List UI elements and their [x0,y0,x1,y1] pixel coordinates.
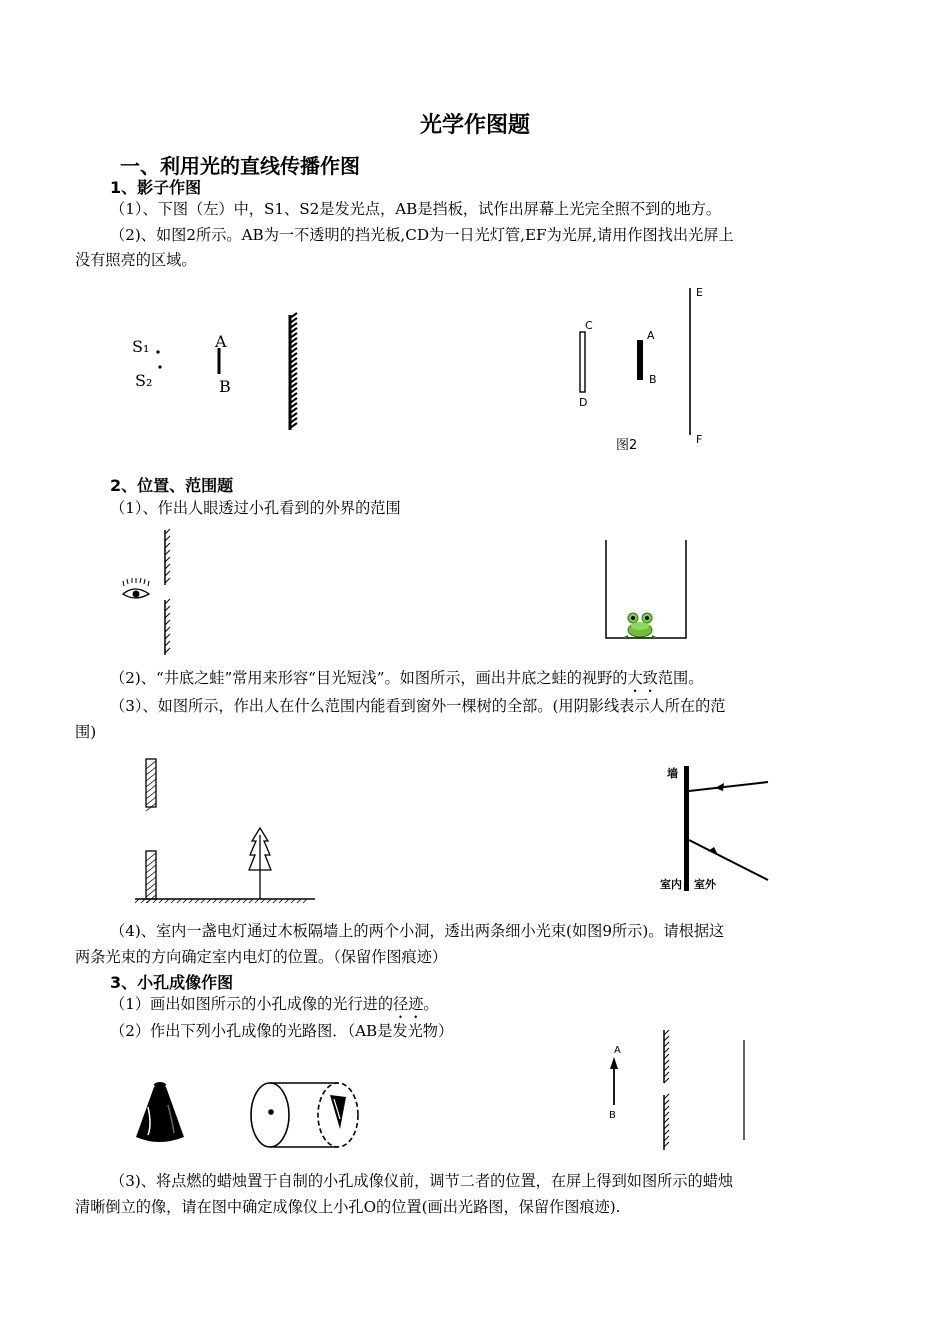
eye-hole-figure [115,520,195,660]
label-indoor: 室内 [660,878,682,891]
subheading-position: 2、位置、范围题 [110,476,234,495]
label-wall: 墙 [667,767,678,780]
question-2-4-line1: （4)、室内一盏电灯通过木板隔墙上的两个小洞，透出两条细小光束(如图9所示)。请根据这 [110,922,725,940]
shadow-figure-2 [570,280,730,460]
subheading-shadow: 1、影子作图 [110,178,202,197]
question-3-2: （2）作出下列小孔成像的光路图．（AB是发光物） [110,1022,454,1040]
label-f: F [696,433,703,446]
label-b: B [609,1110,616,1121]
label-outdoor: 室外 [694,878,716,891]
tree-icon [249,828,271,899]
label-e: E [696,286,703,299]
candle-camera-figure [128,1075,378,1155]
frog-icon [624,613,656,638]
beam-lower [689,840,768,880]
pinhole-icon [268,1109,274,1115]
label-d: D [579,396,588,409]
label-s1: S₁ [132,337,150,356]
shadow-figure-left [120,300,320,440]
subheading-pinhole: 3、小孔成像作图 [110,973,234,992]
window-tree-figure [125,755,325,905]
label-a: A [215,332,227,351]
question-1-1: （1）、下图（左）中，S1、S2是发光点，AB是挡板，试作出屏幕上光完全照不到的地方。 [110,200,722,218]
beam-upper [689,782,768,791]
question-1-2-line2: 没有照亮的区域。 [75,251,197,269]
eye-icon [123,578,149,598]
label-b: B [649,373,657,386]
label-c: C [585,319,593,332]
well-frog-figure [600,538,695,643]
section-heading-1: 一、利用光的直线传播作图 [120,154,360,178]
question-2-3-line2: 围) [75,723,97,741]
page-title: 光学作图题 [419,113,530,138]
question-3-3-line1: （3)、将点燃的蜡烛置于自制的小孔成像仪前，调节二者的位置，在屏上得到如图所示的蜡烛 [110,1172,734,1190]
question-2-3-line1: （3）、如图所示，作出人在什么范围内能看到窗外一棵树的全部。(用阴影线表示人所在的范 [110,697,726,715]
question-2-2: （2)、“井底之蛙”常用来形容“目光短浅”。如图所示，画出井底之蛙的视野的大致范围。 [110,669,704,687]
point-s1 [156,350,159,353]
figure-caption: 图2 [616,438,638,453]
question-3-3-line2: 清晰倒立的像，请在图中确定成像仪上小孔O的位置(画出光路图，保留作图痕迹). [75,1198,621,1216]
question-1-2-line1: （2)、如图2所示。AB为一不透明的挡光板,CD为一日光灯管,EF为光屏,请用作图找出光屏上 [110,226,734,244]
tube-cd [580,332,585,392]
arrow-head [610,1057,618,1069]
pinhole-camera-icon [251,1083,358,1147]
partition-wall [684,766,689,891]
label-a: A [614,1045,621,1056]
barrier-ab [637,340,643,380]
candle-icon [136,1082,184,1142]
label-b: B [219,377,231,396]
point-s2 [158,365,161,368]
question-2-1: （1）、作出人眼透过小孔看到的外界的范围 [110,499,401,517]
arrow-lower [708,847,718,855]
question-2-4-line2: 两条光束的方向确定室内电灯的位置。（保留作图痕迹） [75,948,448,966]
question-3-1: （1）画出如图所示的小孔成像的光行进的径迹。 [110,995,439,1013]
label-a: A [647,329,655,342]
wall-beams-figure [660,760,780,900]
pinhole-ab-figure [600,1025,760,1155]
label-s2: S₂ [135,371,153,390]
